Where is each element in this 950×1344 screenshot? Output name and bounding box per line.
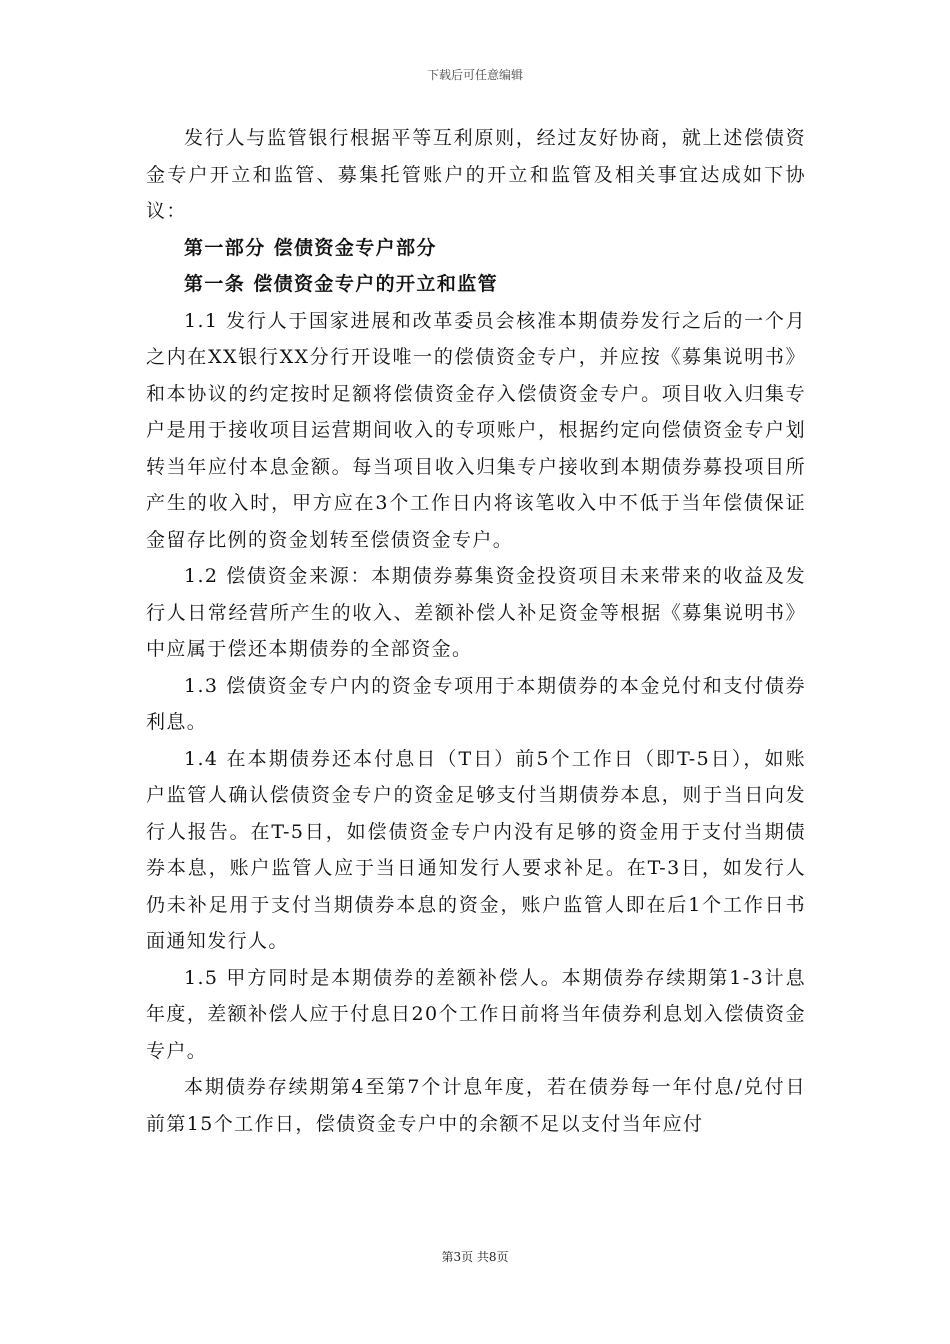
clause-1-5: 1.5 甲方同时是本期债券的差额补偿人。本期债券存续期第1-3计息年度，差额补偿人应于付息日20个工作日前将当年债券利息划入偿债资金专户。	[146, 966, 806, 1062]
clause-1-1: 1.1 发行人于国家进展和改革委员会核准本期债券发行之后的一个月之内在XX银行XX分行开设唯一的偿债资金专户，并应按《募集说明书》和本协议的约定按时足额将偿债资金存入偿债资金专户。项目收入归集专户是用于接收项目运营期间收入的专项账户，根据约定向偿债资金专户划转当年应付本息金额。每当项目收入归集专户接收到本期债券募投项目所产生的收入时，甲方应在3个工作日内将该笔收入中不低于当年偿债保证金留存比例的资金划转至偿债资金专户。	[146, 309, 806, 551]
article-title: 第一条 偿债资金专户的开立和监管	[184, 273, 499, 295]
header-note: 下载后可任意编辑	[426, 68, 523, 82]
part-title: 第一部分 偿债资金专户部分	[184, 236, 437, 259]
clause-1-2: 1.2 偿债资金来源：本期债券募集资金投资项目未来带来的收益及发行人日常经营所产生的收入、差额补偿人补足资金等根据《募集说明书》中应属于偿还本期债券的全部资金。	[146, 565, 806, 660]
clause-continuation: 本期债券存续期第4至第7个计息年度，若在债券每一年付息/兑付日前第15个工作日，偿债资金专户中的余额不足以支付当年应付	[146, 1076, 806, 1135]
document-body	[146, 120, 806, 1142]
clause-1-4: 1.4 在本期债券还本付息日（T日）前5个工作日（即T-5日），如账户监管人确认偿债资金专户的资金足够支付当期债券本息，则于当日向发行人报告。在T-5日，如偿债资金专户内没有足够的资金用于支付当期债券本息，账户监管人应于当日通知发行人要求补足。在T-3日，如发行人仍未补足用于支付当期债券本息的资金，账户监管人即在后1个工作日书面通知发行人。	[146, 747, 806, 952]
page-number: 第3页 共8页	[441, 1250, 509, 1264]
clause-1-3: 1.3 偿债资金专户内的资金专项用于本期债券的本金兑付和支付债券利息。	[146, 674, 806, 733]
intro-paragraph: 发行人与监管银行根据平等互利原则，经过友好协商，就上述偿债资金专户开立和监管、募集托管账户的开立和监管及相关事宜达成如下协议：	[146, 127, 806, 222]
